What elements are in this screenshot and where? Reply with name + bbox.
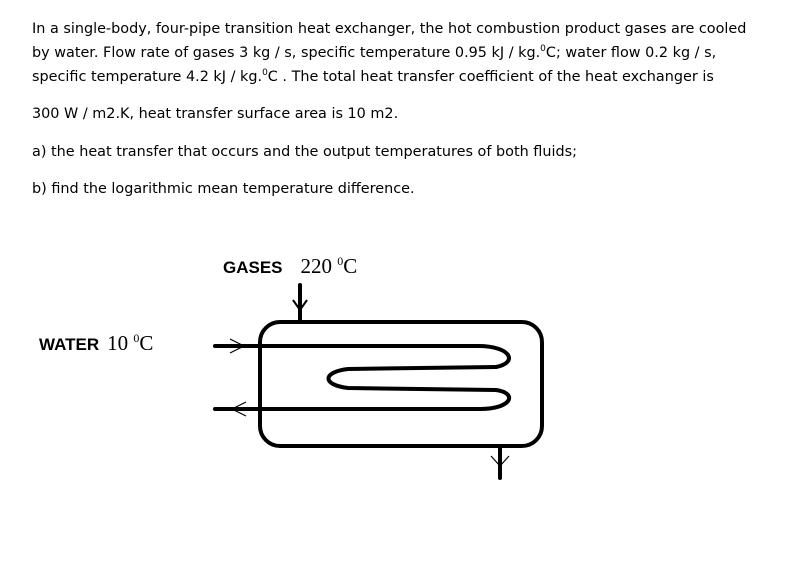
exchanger-shell (260, 322, 542, 446)
degree-mark: 0 (262, 68, 268, 79)
tube-bend-3 (480, 390, 509, 409)
problem-line-2-text: by water. Flow rate of gases 3 kg / s, specific temperature 0.95 kJ / kg. (32, 45, 541, 61)
gases-label-text: GASES (223, 258, 283, 277)
problem-line-3-tail: C . The total heat transfer coefficient of the heat exchanger is (267, 69, 714, 85)
problem-line-2-tail: C; water flow 0.2 kg / s, (545, 45, 717, 61)
gases-temperature: 220 $^0$C (300, 254, 358, 278)
water-label-text: WATER (39, 335, 100, 354)
tube-bend-1 (478, 346, 509, 367)
question-a: a) the heat transfer that occurs and the output temperatures of both fluids; (32, 144, 577, 160)
degree-mark: 0 (540, 44, 546, 55)
problem-line-3-text: specific temperature 4.2 kJ / kg. (32, 69, 263, 85)
problem-line-1: In a single-body, four-pipe transition heat exchanger, the hot combustion product gases are cooled (32, 21, 747, 37)
problem-line-4: 300 W / m2.K, heat transfer surface area is 10 m2. (32, 106, 399, 122)
tube-bend-2 (329, 367, 497, 390)
question-b: b) find the logarithmic mean temperature difference. (32, 181, 415, 197)
water-temperature: 10 $^0$C (107, 331, 154, 355)
